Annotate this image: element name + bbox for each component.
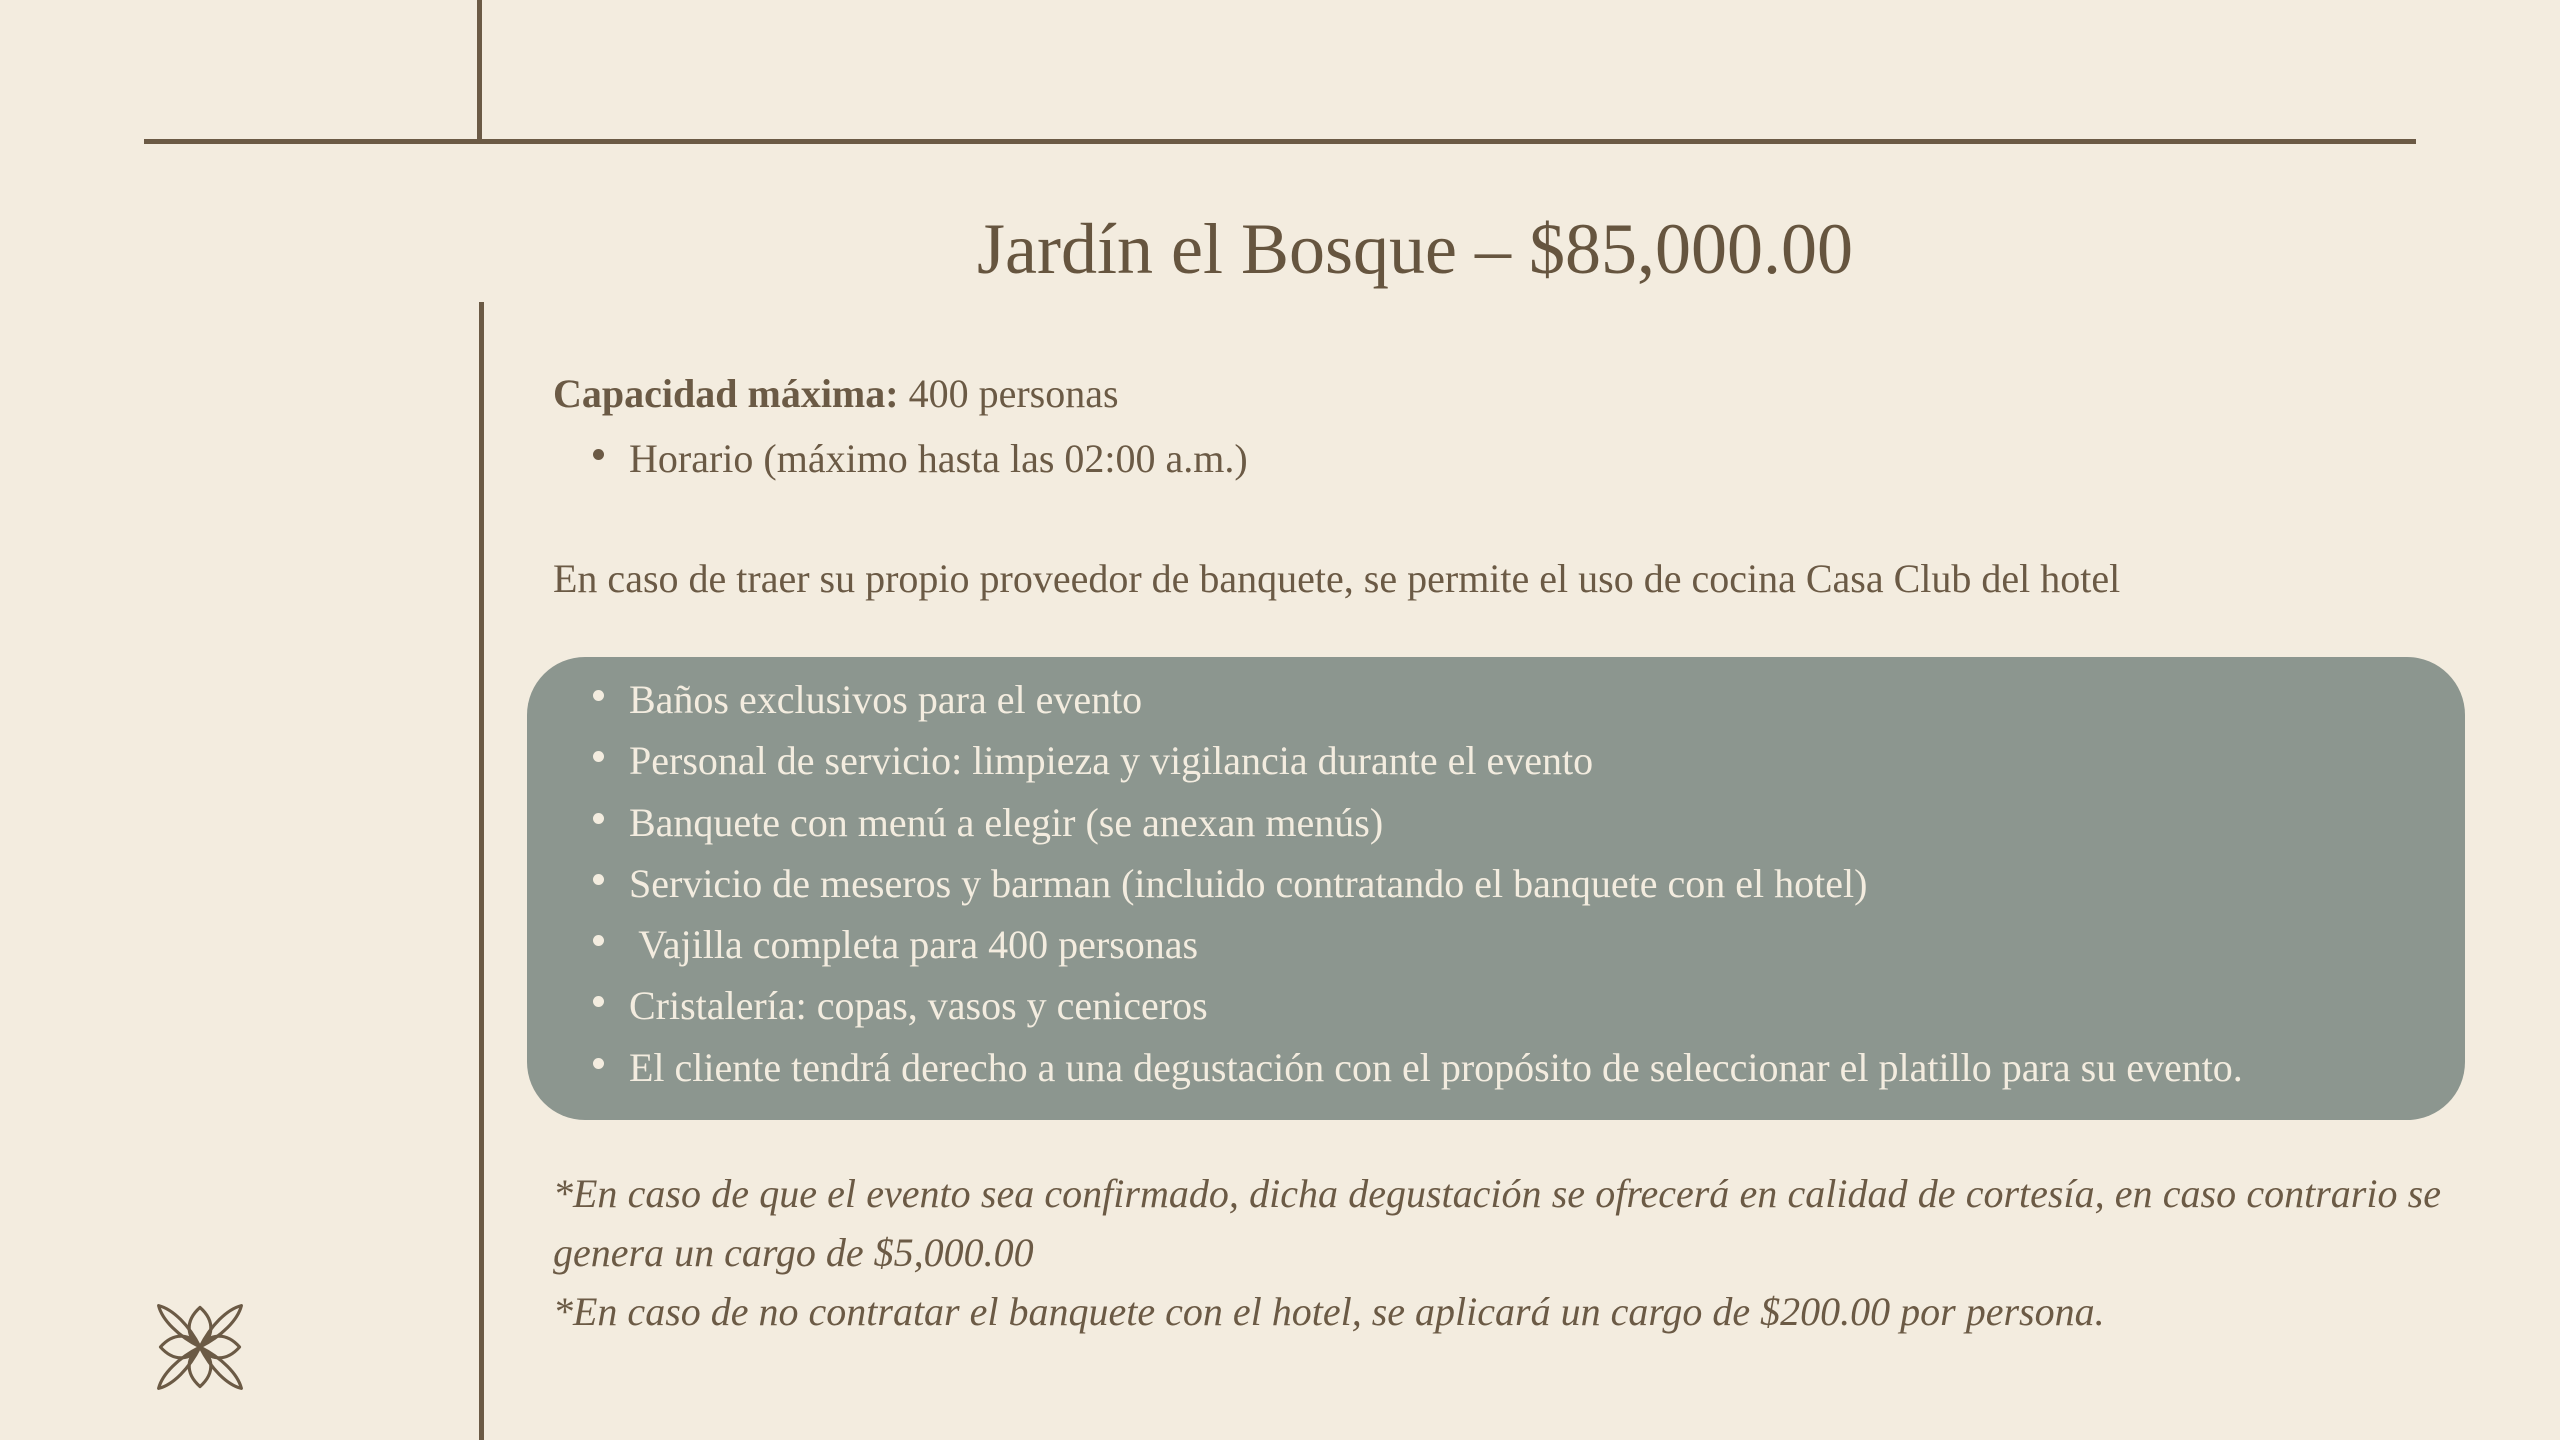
service-item: Cristalería: copas, vasos y ceniceros bbox=[553, 975, 2243, 1036]
top-vertical-rule bbox=[477, 0, 482, 141]
service-item: Personal de servicio: limpieza y vigilancia durante el evento bbox=[553, 730, 2243, 791]
schedule-item: Horario (máximo hasta las 02:00 a.m.) bbox=[553, 428, 1248, 489]
capacity-value: 400 personas bbox=[898, 371, 1119, 416]
service-item: Banquete con menú a elegir (se anexan menús) bbox=[553, 792, 2243, 853]
tasting-fee-note: *En caso de que el evento sea confirmado, dicha degustación se ofrecerá en calidad de cortesía, en caso contrario se genera un cargo de $5,000.00 bbox=[553, 1171, 2441, 1275]
service-item: Vajilla completa para 400 personas bbox=[553, 914, 2243, 975]
outside-catering-fee-note: *En caso de no contratar el banquete con el hotel, se aplicará un cargo de $200.00 por persona. bbox=[553, 1289, 2105, 1334]
capacity-label: Capacidad máxima: bbox=[553, 371, 899, 416]
footnotes bbox=[553, 1164, 2441, 1341]
four-petal-flower-icon bbox=[155, 1302, 245, 1392]
page-title: Jardín el Bosque – $85,000.00 bbox=[977, 209, 1853, 289]
services-box bbox=[527, 657, 2465, 1120]
service-item: Servicio de meseros y barman (incluido contratando el banquete con el hotel) bbox=[553, 853, 2243, 914]
service-item: Baños exclusivos para el evento bbox=[553, 669, 2243, 730]
service-item: El cliente tendrá derecho a una degustación con el propósito de seleccionar el platillo para su evento. bbox=[553, 1037, 2243, 1098]
content-vertical-rule bbox=[479, 302, 484, 1440]
services-list bbox=[553, 669, 2243, 1098]
kitchen-note: En caso de traer su propio proveedor de banquete, se permite el uso de cocina Casa Club del hotel bbox=[553, 556, 2121, 601]
capacity-line bbox=[553, 370, 1119, 417]
header-horizontal-rule bbox=[144, 139, 2416, 144]
schedule-list bbox=[553, 428, 1248, 489]
